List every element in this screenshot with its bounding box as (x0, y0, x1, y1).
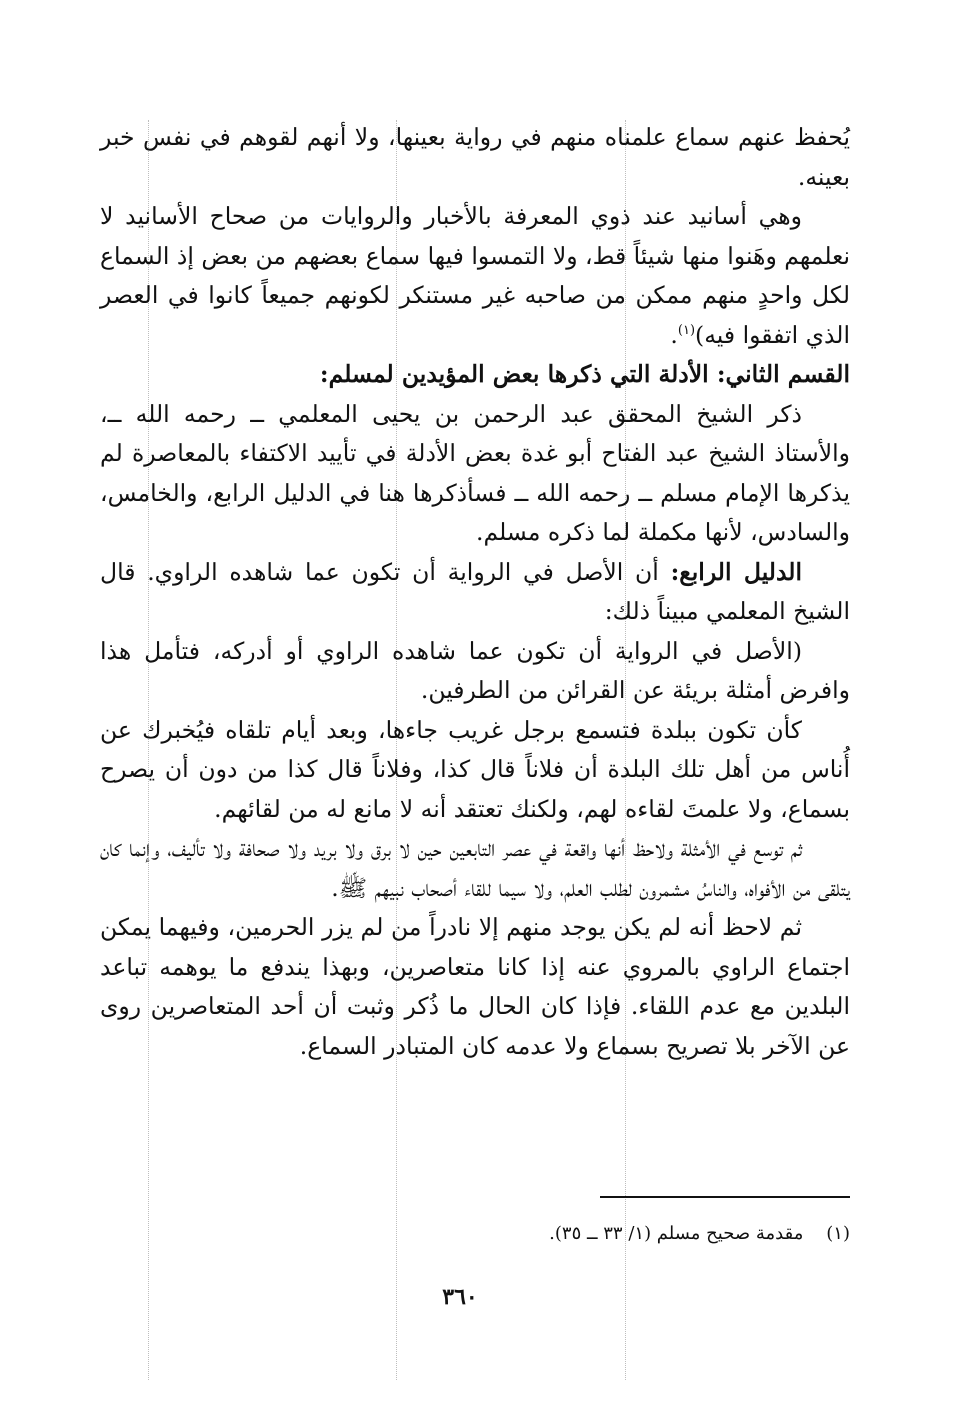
footnote-divider (600, 1196, 850, 1198)
paragraph-4: ذكر الشيخ المحقق عبد الرحمن بن يحيى المعلمي ــ رحمه الله ــ، والأستاذ الشيخ عبد الفتاح أبو غدة بعض الأدلة في تأييد الاكتفاء بالمعاصرة لم يذكرها الإمام مسلم ــ رحمه الله ــ فسأذكرها هنا في الدليل الرابع، والخامس، والسادس، لأنها مكملة لما ذكره مسلم. (100, 399, 850, 546)
paragraph-7: كأن تكون ببلدة فتسمع برجل غريب جاءها، وبعد أيام تلقاه فيُخبرك عن أُناس من أهل تلك البلدة أن فلاناً قال كذا، وفلاناً قال كذا من دون أن يصرح بسماع، ولا علمتَ لقاءه لهم، ولكنك تعتقد أنه لا مانع له من لقائهم. (100, 715, 850, 823)
section-heading: القسم الثاني: الأدلة التي ذكرها بعض المؤيدين لمسلم: (319, 360, 850, 388)
paragraph-9: ثم لاحظ أنه لم يكن يوجد منهم إلا نادراً من لم يزر الحرمين، وفيهما يمكن اجتماع الراوي بالمروي عنه إذا كانا متعاصرين، وبهذا يندفع ما يوهمه تباعد البلدين مع عدم اللقاء. فإذا كان الحال ما ذُكر وثبت أن أحد المتعاصرين روى عن الآخر بلا تصريح بسماع ولا عدمه كان المتبادر السماع. (100, 913, 850, 1060)
paragraph-2: وهي أسانيد عند ذوي المعرفة بالأخبار والروايات من صحاح الأسانيد لا نعلمهم وهَنوا منها شيئاً قط، ولا التمسوا فيها سماع بعضهم من بعض إذ السماع لكل واحدٍ منهم ممكن من صاحبه غير مستنكر لكونهم جميعاً كانوا في العصر الذي اتفقوا فيه)$^{(١)}$. (100, 202, 850, 349)
evidence-label: الدليل الرابع: (670, 557, 802, 586)
paragraph-1: يُحفظ عنهم سماع علمناه منهم في رواية بعينها، ولا أنهم لقوهم في نفس خبر بعينه. (100, 123, 850, 191)
footnote-number: (١) (826, 1223, 850, 1244)
paragraph-8: ثم توسع في الأمثلة ولاحظ أنها واقعة في عصر التابعين حين لا برق ولا بريد ولا صحافة ولا تأليف، وإنما كان يتلقى من الأفواه، والناسُ مشمرون لطلب العلم، ولا سيما للقاء أصحاب نبيهم ﷺ. (100, 834, 850, 902)
paragraph-5: الدليل الرابع: أن الأصل في الرواية أن تكون عما شاهده الراوي. قال الشيخ المعلمي مبيناً ذلك: (100, 557, 850, 625)
main-text (100, 118, 850, 1066)
footnote-marker: (١) (677, 322, 696, 338)
page-number: ٣٦٠ (442, 1284, 478, 1310)
footnote (400, 1220, 850, 1248)
paragraph-6: (الأصل في الرواية أن تكون عما شاهده الراوي أو أدركه، فتأمل هذا وافرض أمثلة بريئة عن القرائن من الطرفين. (100, 636, 850, 704)
footnote-text: مقدمة صحيح مسلم (١/ ٣٣ ــ ٣٥). (549, 1223, 804, 1244)
